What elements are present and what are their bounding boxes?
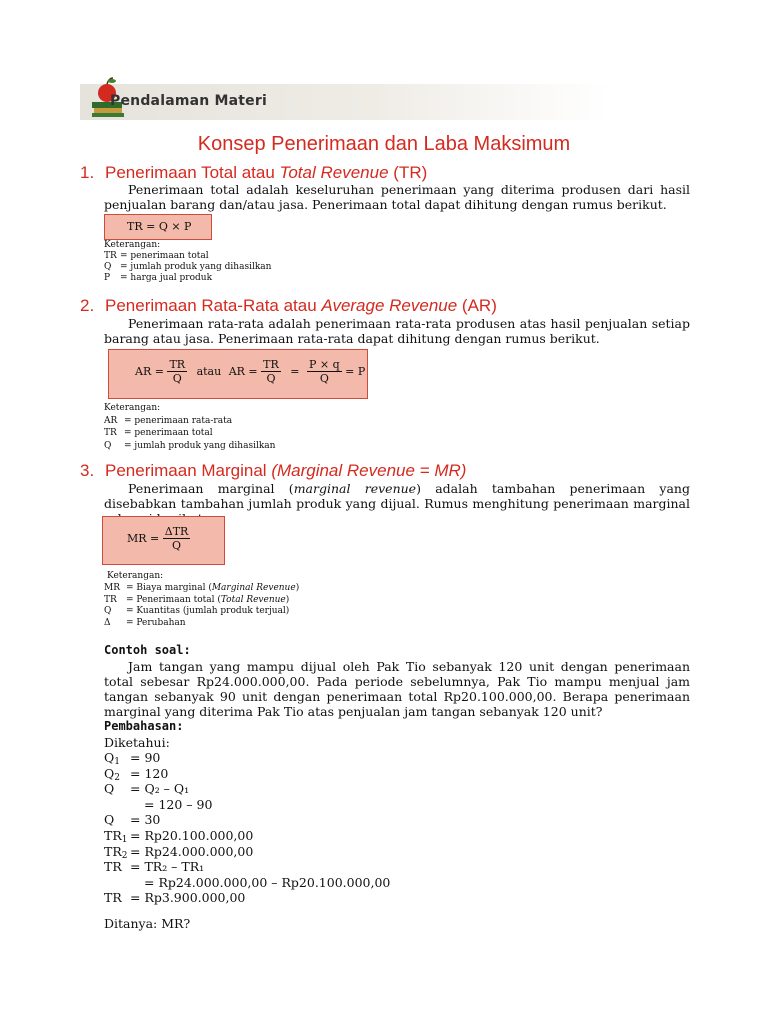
variable-value: = Rp20.100.000,00 [130,827,254,843]
variable-value: = 90 [130,750,161,765]
variable-value: = TR₂ – TR₁ [130,859,205,875]
keterangan-item: Q = jumlah produk yang dihasilkan [104,440,276,451]
formula-mr-box [102,516,225,565]
formula-mr: MR = $\frac{\text{ΔTR}}{Q}$ [127,525,189,552]
keterangan-item: Q = jumlah produk yang dihasilkan [104,262,272,272]
keterangan-item: TR = Penerimaan total (Total Revenue) [104,594,290,605]
variable-value: = Q₂ – Q₁ [130,781,190,797]
formula-ar: AR = $\frac{TR}{Q}$ atau AR = $\frac{TR}{Q}$ = $\frac{P \times q}{Q}$ = P [135,358,366,385]
variable-value: = 120 – 90 [144,796,213,812]
section-1-paragraph: Penerimaan total adalah keseluruhan penerimaan yang diterima produsen dari hasil penjualan barang dan/atau jasa. Penerimaan total dapat dihitung dengan rumus berikut. [104,182,690,212]
formula-tr: TR = Q × P [127,220,192,233]
variable-value: = Rp24.000.000,00 [130,843,254,859]
diketahui-label: Diketahui: [104,735,170,750]
solution-line [104,875,390,891]
solution-line [104,859,390,875]
solution-line [104,828,390,844]
variable-label: TR [104,890,122,906]
formula-ar-box [108,349,368,399]
section-number: 3. [80,461,95,480]
keterangan-item: AR = penerimaan rata-rata [104,415,233,426]
variable-label: $Q_1$ [104,750,120,767]
solution-line [104,797,390,813]
solution-line [104,812,390,828]
heading-italic: Average Revenue [321,296,458,315]
heading-text: Penerimaan Marginal [105,461,272,480]
variable-label: $TR_1$ [104,827,128,845]
solution-line [104,844,390,860]
heading-text: Penerimaan Rata-Rata atau [105,296,322,315]
variable-label: Q [104,812,115,828]
section-number: 1. [80,163,95,182]
section-3-paragraph: Penerimaan marginal (marginal revenue) adalah tambahan penerimaan yang disebabkan tambahan jumlah produk yang dijual. Rumus menghitung penerimaan marginal [104,481,690,511]
keterangan-item: P = harga jual produk [104,273,213,283]
heading-suffix: (TR) [388,163,428,182]
keterangan-item: Q = Kuantitas (jumlah produk terjual) [104,606,290,617]
variable-label: $TR_2$ [104,843,128,861]
keterangan-item: TR = penerimaan total [104,251,209,261]
variable-label: $Q_2$ [104,765,120,783]
variable-label: TR [104,859,122,875]
solution-lines [104,750,390,906]
section-1-heading [80,163,427,183]
keterangan-title: Keterangan: [104,240,161,250]
section-3-heading [80,461,466,481]
variable-value: = Rp24.000.000,00 – Rp20.100.000,00 [144,874,391,890]
variable-label: Q [104,781,115,797]
example-title: Contoh soal: [104,643,191,657]
solution-line [104,766,390,782]
keterangan-title: Keterangan: [104,403,161,413]
heading-italic: (Marginal Revenue = MR) [271,461,467,480]
variable-value: = Rp3.900.000,00 [130,890,246,906]
solution-line [104,750,390,766]
formula-tr-box [104,214,212,240]
keterangan-item: Δ = Perubahan [104,618,186,629]
keterangan-1 [104,240,271,284]
ditanya-label: Ditanya: MR? [104,916,191,931]
keterangan-item: TR = penerimaan total [104,428,213,438]
heading-text: Penerimaan Total atau [105,163,280,182]
solution-line [104,781,390,797]
solution-line [104,890,390,906]
keterangan-item: MR = Biaya marginal (Marginal Revenue) [104,582,300,593]
section-2-paragraph: Penerimaan rata-rata adalah penerimaan rata-rata produsen atas hasil penjualan setiap barang atau jasa. Penerimaan rata-rata dapat dihitung dengan rumus berikut. [104,316,690,346]
heading-italic: Total Revenue [279,163,389,182]
variable-value: = 30 [130,812,161,828]
keterangan-title: Keterangan: [107,571,164,581]
section-number: 2. [80,296,95,315]
page-title: Konsep Penerimaan dan Laba Maksimum [197,133,571,155]
variable-value: = 120 [130,765,169,781]
banner-label: Pendalaman Materi [110,93,267,109]
heading-suffix: (AR) [457,296,497,315]
keterangan-2 [104,402,275,452]
keterangan-3 [104,571,299,630]
example-text: Jam tangan yang mampu dijual oleh Pak Tio sebanyak 120 unit dengan penerimaan total sebesar Rp24.000.000,00. Pada periode sebelumnya, Pak Tio mampu menjual jam tangan sebanyak 90 unit dengan penerimaan total Rp20.100.000,00. Berapa penerimaan marginal yang diterima Pak Tio atas penjualan jam tangan sebanyak 120 unit? [104,659,690,719]
section-2-heading [80,296,497,316]
solution-title: Pembahasan: [104,719,184,733]
